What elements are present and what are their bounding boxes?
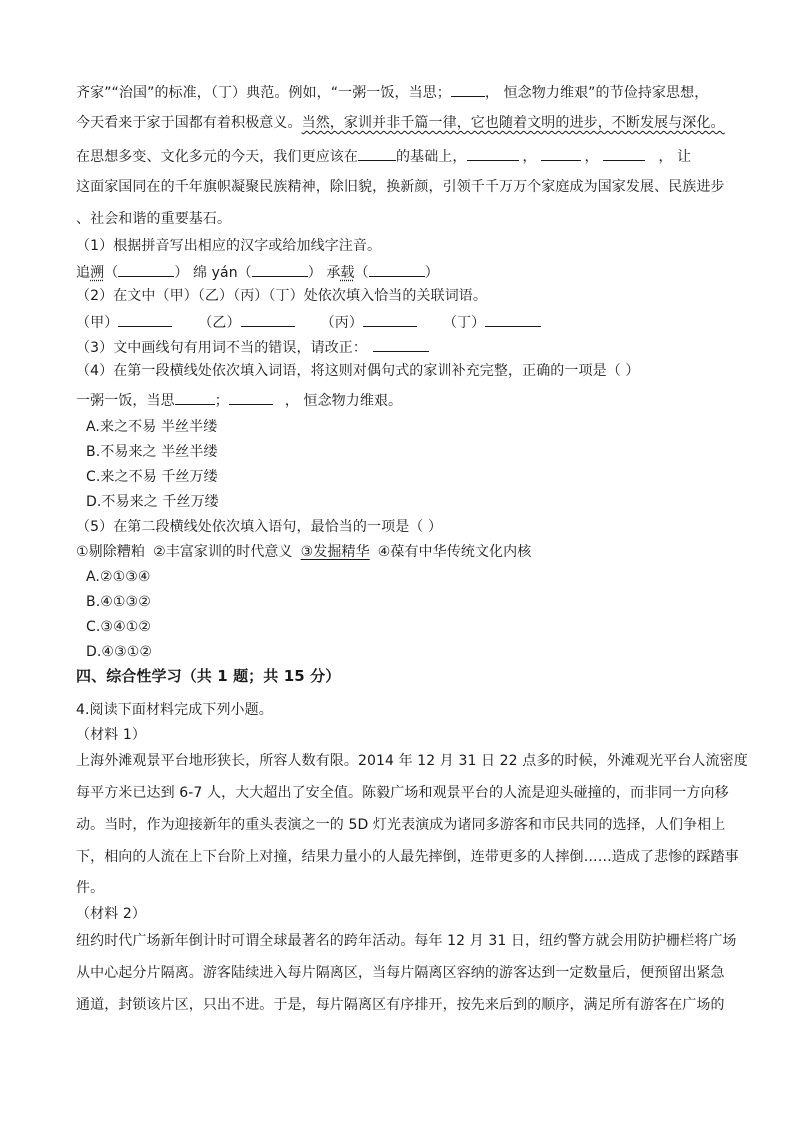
question-1-stem: （1）根据拼音写出相应的汉字或给加线字注音。: [76, 238, 382, 254]
fill-blank: [358, 146, 396, 161]
fill-blank: [118, 262, 174, 277]
fill-blank: [118, 312, 172, 327]
passage-line-2: [76, 114, 725, 132]
question-3-stem: （3）文中画线句有用词不当的错误，请改正：: [76, 337, 429, 357]
material-2-line: 从中心起分片隔离。游客陆续进入每片隔离区，当每片隔离区容纳的游客达到一定数量后，便预留出紧急: [76, 965, 725, 981]
fill-blank: [485, 312, 541, 327]
material-1-line: 件。: [76, 880, 105, 896]
material-1-line: 下，相向的人流在上下台阶上对撞，结果力量小的人最先摔倒，连带更多的人摔倒……造成了悲惨的踩踏事: [76, 849, 739, 865]
fill-blank: [241, 312, 295, 327]
option-b[interactable]: B.不易来之 半丝半缕: [86, 444, 218, 460]
question-2-blanks: （甲） （乙） （丙） （丁）: [76, 312, 541, 332]
option-c[interactable]: C.来之不易 千丝万缕: [86, 469, 218, 485]
fill-blank: [252, 262, 308, 277]
fill-blank: [541, 146, 581, 161]
passage-text: 的基础上，: [396, 149, 467, 165]
passage-text: ，: [522, 149, 537, 165]
question-4-sentence: 一粥一饭，当思 ； ， 恒念物力维艰。: [76, 390, 402, 410]
material-1-line: 上海外滩观景平台地形狭长，所容人数有限。2014 年 12 月 31 日 22 点多的时候，外滩观光平台人流密度: [76, 753, 748, 769]
question-4-intro: 4.阅读下面材料完成下列小题。: [76, 702, 273, 718]
fill-blank: [467, 146, 519, 161]
material-2-label: （材料 2）: [76, 906, 146, 922]
passage-text: 在思想多变、文化多元的今天，我们更应该在: [76, 149, 358, 165]
fill-blank: [175, 390, 215, 405]
passage-text: ， 恒念物力维艰”的节俭持家思想，: [484, 85, 709, 101]
passage-text: 齐家”“治国”的标准，（丁）典范。例如，“一粥一饭，当思；: [76, 85, 451, 101]
passage-line-4: 这面家国同在的千年旗帜凝聚民族精神，除旧貌，换新颜，引领千千万万个家庭成为国家发展、民族进步: [76, 179, 725, 195]
material-2-line: 通道，封锁该片区，只出不进。于是，每片隔离区有序排开，按先来后到的顺序，满足所有游客在广场的: [76, 997, 725, 1013]
fill-blank: [603, 146, 645, 161]
passage-line-3: [76, 146, 691, 166]
option-a[interactable]: A.来之不易 半丝半缕: [86, 419, 218, 435]
passage-text: ， 让: [658, 149, 692, 165]
material-2-line: 纽约时代广场新年倒计时可谓全球最著名的跨年活动。每年 12 月 31 日，纽约警方就会用防护栅栏将广场: [76, 933, 737, 949]
fill-blank: [373, 337, 429, 352]
option-b[interactable]: B.④①③②: [86, 594, 151, 610]
option-a[interactable]: A.②①③④: [86, 569, 151, 585]
fill-blank: [363, 312, 417, 327]
passage-text: ，: [584, 149, 599, 165]
passage-line-5: 、社会和谐的重要基石。: [76, 211, 232, 227]
material-1-line: 每平方米已达到 6-7 人，大大超出了安全值。陈毅广场和观景平台的人流是迎头碰撞的，而非同一方向移: [76, 785, 729, 801]
option-d[interactable]: D.④③①②: [86, 644, 153, 660]
material-1-label: （材料 1）: [76, 727, 146, 743]
question-2-stem: （2）在文中（甲）（乙）（丙）（丁）处依次填入恰当的关联词语。: [76, 288, 488, 304]
question-5-stem: （5）在第二段横线处依次填入语句，最恰当的一项是（ ）: [76, 519, 443, 535]
question-4-stem: （4）在第一段横线处依次填入词语，将这则对偶句式的家训补充完整，正确的一项是（ ）: [76, 363, 640, 379]
material-1-line: 动。当时，作为迎接新年的重头表演之一的 5D 灯光表演成为诸同多游客和市民共同的选择，人们争相上: [76, 817, 726, 833]
section-heading: 四、综合性学习（共 1 题；共 15 分）: [76, 667, 341, 685]
option-d[interactable]: D.不易来之 千丝万缕: [86, 494, 219, 510]
fill-blank: [451, 82, 485, 97]
passage-text: 今天看来于家于国都有着积极意义。: [76, 115, 302, 131]
question-1-words: 追溯（ ） 绵 yán（ ） 承载（ ）: [76, 262, 439, 282]
underlined-sentence: 当然，家训并非千篇一律，它也随着文明的进步，不断发展与深化。: [301, 115, 725, 131]
passage-line-1: [76, 82, 708, 102]
option-c[interactable]: C.③④①②: [86, 619, 152, 635]
fill-blank: [369, 262, 425, 277]
fill-blank: [229, 390, 273, 405]
question-5-items: ①剔除糟粕 ②丰富家训的时代意义 ③发掘精华 ④葆有中华传统文化内核: [76, 544, 532, 560]
